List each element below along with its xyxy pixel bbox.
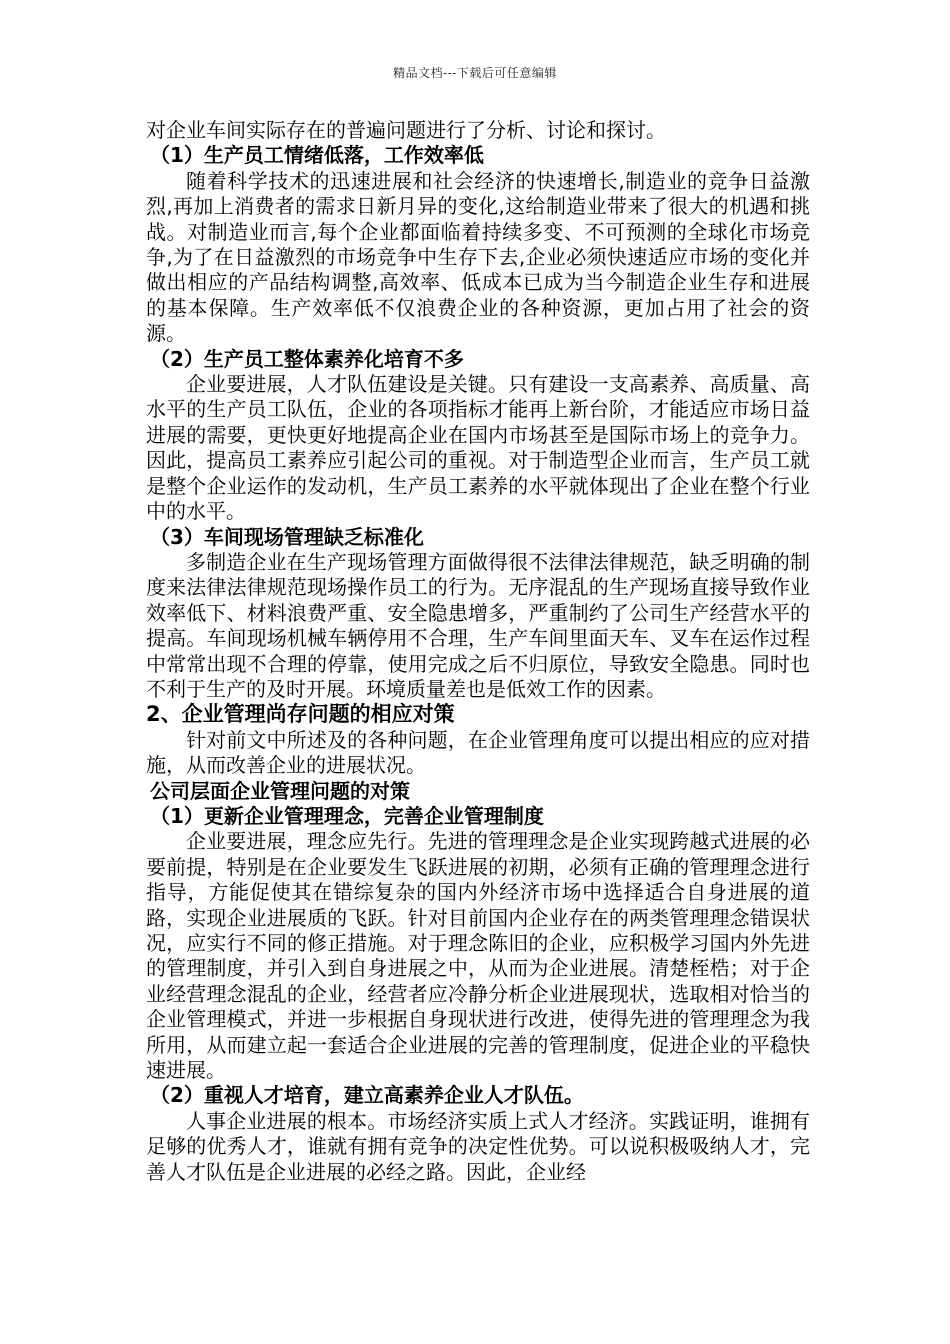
page-header: 精品文档---下载后可任意编辑 xyxy=(393,66,557,80)
paragraph-countermeasures-intro: 针对前文中所述及的各种问题，在企业管理角度可以提出相应的应对措施，从而改善企业的进展状况。 xyxy=(146,727,810,778)
subheading-training: （2）生产员工整体素养化培育不多 xyxy=(150,346,464,371)
subheading-talent: （2）重视人才培育，建立高素养企业人才队伍。 xyxy=(150,1083,584,1108)
document-body xyxy=(146,118,810,1185)
subheading-standardization: （3）车间现场管理缺乏标准化 xyxy=(150,524,424,549)
subheading-company-level: 公司层面企业管理问题的对策 xyxy=(150,778,410,803)
paragraph-low-efficiency: 随着科学技术的迅速进展和社会经济的快速增长,制造业的竞争日益激烈,再加上消费者的需求日新月异的变化,这给制造业带来了很大的机遇和挑战。对制造业而言,每个企业都面临着持续多变、不可预测的全球化市场竞争,为了在日益激烈的市场竞争中生存下去,企业必须快速适应市场的变化并做出相应的产品结构调整,高效率、低成本已成为当今制造企业生存和进展的基本保障。生产效率低不仅浪费企业的各种资源，更加占用了社会的资源。 xyxy=(146,168,810,346)
paragraph-management-concept: 企业要进展，理念应先行。先进的管理理念是企业实现跨越式进展的必要前提，特别是在企业要发生飞跃进展的初期，必须有正确的管理理念进行指导，方能促使其在错综复杂的国内外经济市场中选择适合自身进展的道路，实现企业进展质的飞跃。针对目前国内企业存在的两类管理理念错误状况，应实行不同的修正措施。对于理念陈旧的企业，应积极学习国内外先进的管理制度，并引入到自身进展之中，从而为企业进展。清楚桎梏；对于企业经营理念混乱的企业，经营者应冷静分析企业进展现状，选取相对恰当的企业管理模式，并进一步根据自身现状进行改进，使得先进的管理理念为我所用，从而建立起一套适合企业进展的完善的管理制度，促进企业的平稳快速进展。 xyxy=(146,829,810,1083)
subheading-management-concept: （1）更新企业管理理念，完善企业管理制度 xyxy=(150,803,544,828)
paragraph-intro: 对企业车间实际存在的普遍问题进行了分析、讨论和探讨。 xyxy=(146,118,666,142)
paragraph-training: 企业要进展，人才队伍建设是关键。只有建设一支高素养、高质量、高水平的生产员工队伍，企业的各项指标才能再上新台阶，才能适应市场日益进展的需要，更快更好地提高企业在国内市场甚至是国际市场上的竞争力。因此，提高员工素养应引起公司的重视。对于制造型企业而言，生产员工就是整个企业运作的发动机，生产员工素养的水平就体现出了企业在整个行业中的水平。 xyxy=(146,372,810,524)
section-heading-countermeasures: 2、企业管理尚存问题的相应对策 xyxy=(146,702,455,727)
subheading-low-efficiency: （1）生产员工情绪低落，工作效率低 xyxy=(150,143,484,168)
paragraph-standardization: 多制造企业在生产现场管理方面做得很不法律法律规范，缺乏明确的制度来法律法律规范现场操作员工的行为。无序混乱的生产现场直接导致作业效率低下、材料浪费严重、安全隐患增多，严重制约了公司生产经营水平的提高。车间现场机械车辆停用不合理，生产车间里面天车、叉车在运作过程中常常出现不合理的停靠，使用完成之后不归原位，导致安全隐患。同时也不利于生产的及时开展。环境质量差也是低效工作的因素。 xyxy=(146,549,810,701)
paragraph-talent: 人事企业进展的根本。市场经济实质上式人才经济。实践证明，谁拥有足够的优秀人才，谁就有拥有竞争的决定性优势。可以说积极吸纳人才，完善人才队伍是企业进展的必经之路。因此，企业经 xyxy=(146,1108,810,1184)
